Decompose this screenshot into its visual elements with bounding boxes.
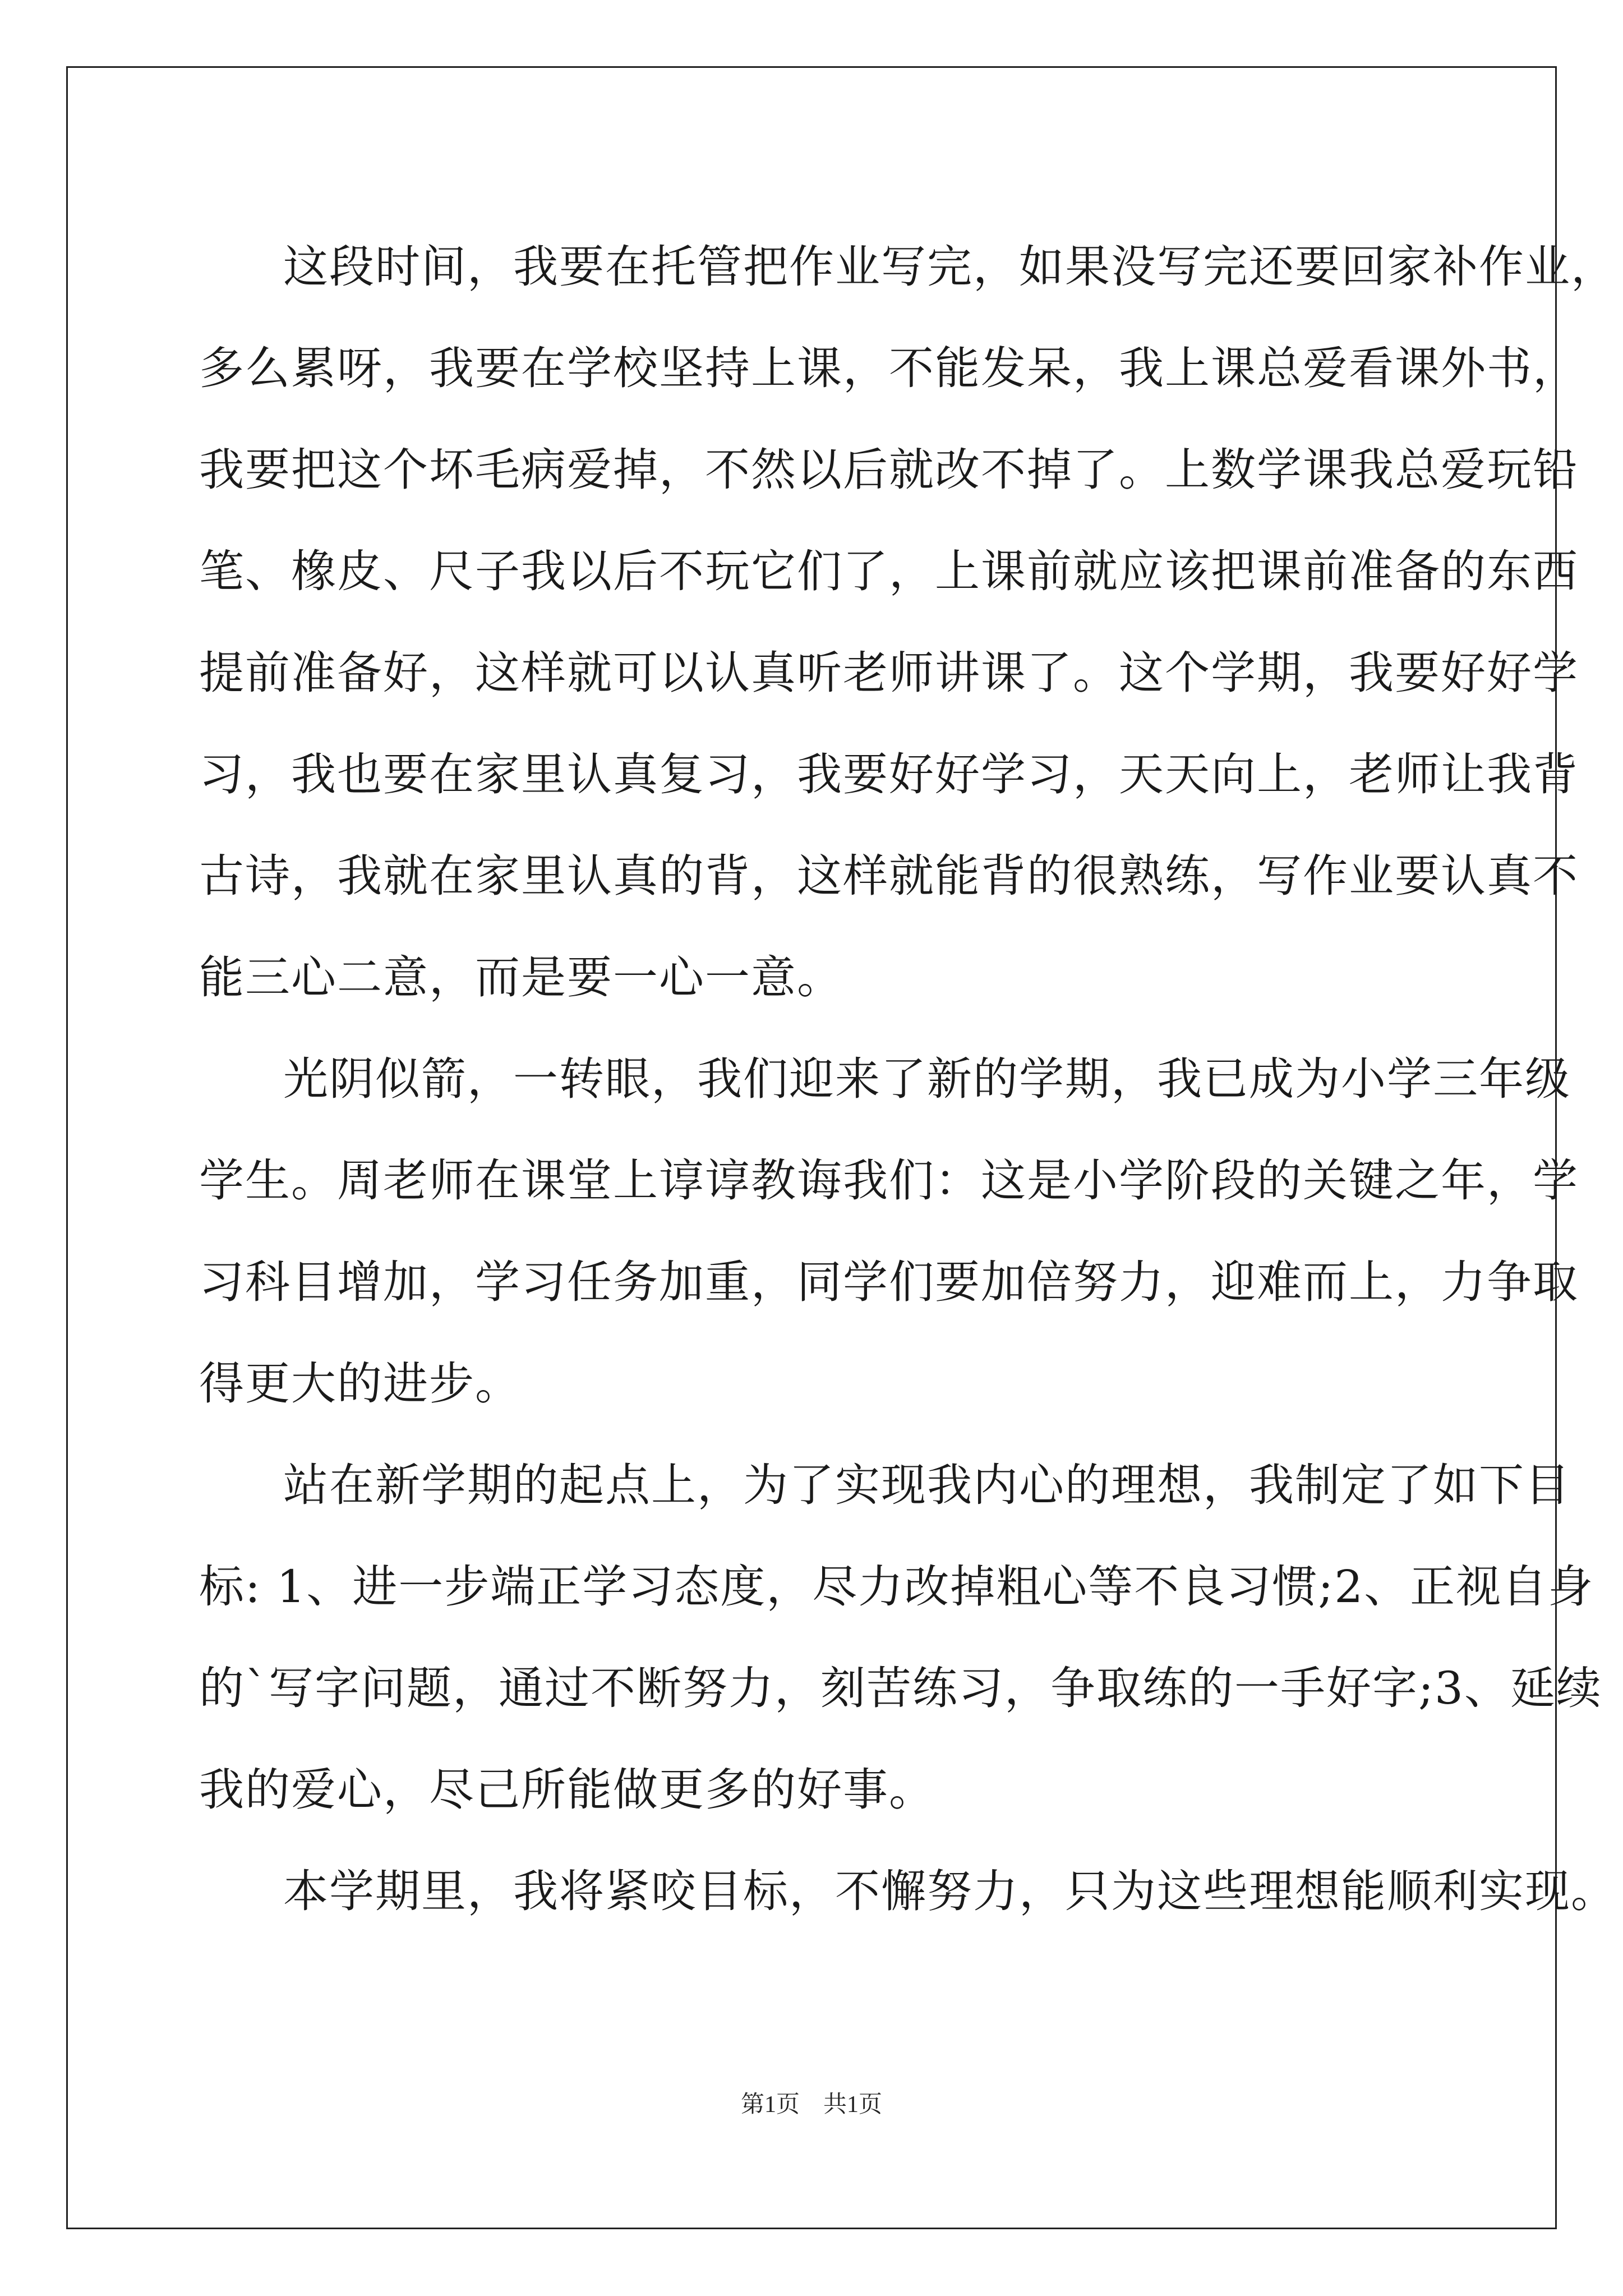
text-line: 习科目增加，学习任务加重，同学们要加倍努力，迎难而上，力争取 [199, 1256, 1579, 1308]
text-line: 多么累呀，我要在学校坚持上课，不能发呆，我上课总爱看课外书， [199, 342, 1579, 394]
text-line: 习，我也要在家里认真复习，我要好好学习，天天向上，老师让我背 [199, 748, 1579, 800]
text-line: 我的爱心，尽己所能做更多的好事。 [199, 1764, 935, 1816]
text-line: 笔、橡皮、尺子我以后不玩它们了，上课前就应该把课前准备的东西 [199, 545, 1579, 597]
page-number-footer: 第1页 共1页 [740, 2092, 882, 2118]
text-line: 本学期里，我将紧咬目标，不懈努力，只为这些理想能顺利实现。 [283, 1865, 1617, 1917]
text-line: 提前准备好，这样就可以认真听老师讲课了。这个学期，我要好好学 [199, 647, 1579, 699]
text-line: 学生。周老师在课堂上谆谆教诲我们：这是小学阶段的关键之年，学 [199, 1154, 1579, 1207]
text-line: 古诗，我就在家里认真的背，这样就能背的很熟练，写作业要认真不 [199, 850, 1579, 902]
text-line: 能三心二意，而是要一心一意。 [199, 951, 843, 1004]
paragraph-4 [199, 1841, 1617, 1942]
text-line: 站在新学期的起点上，为了实现我内心的理想，我制定了如下目 [283, 1459, 1571, 1511]
text-line: 这段时间，我要在托管把作业写完，如果没写完还要回家补作业， [283, 241, 1617, 293]
text-line: 标: 1、进一步端正学习态度，尽力改掉粗心等不良习惯;2、正视自身 [199, 1561, 1594, 1613]
paragraph-3 [199, 1434, 1602, 1841]
text-line: 的`写字问题，通过不断努力，刻苦练习，争取练的一手好字;3、延续 [199, 1662, 1602, 1714]
document-body [199, 216, 1617, 1942]
paragraph-1 [199, 216, 1617, 1028]
text-line: 光阴似箭，一转眼，我们迎来了新的学期，我已成为小学三年级 [283, 1053, 1571, 1105]
text-line: 得更大的进步。 [199, 1358, 521, 1410]
text-line: 我要把这个坏毛病爱掉，不然以后就改不掉了。上数学课我总爱玩铅 [199, 444, 1579, 496]
paragraph-2 [199, 1028, 1579, 1434]
